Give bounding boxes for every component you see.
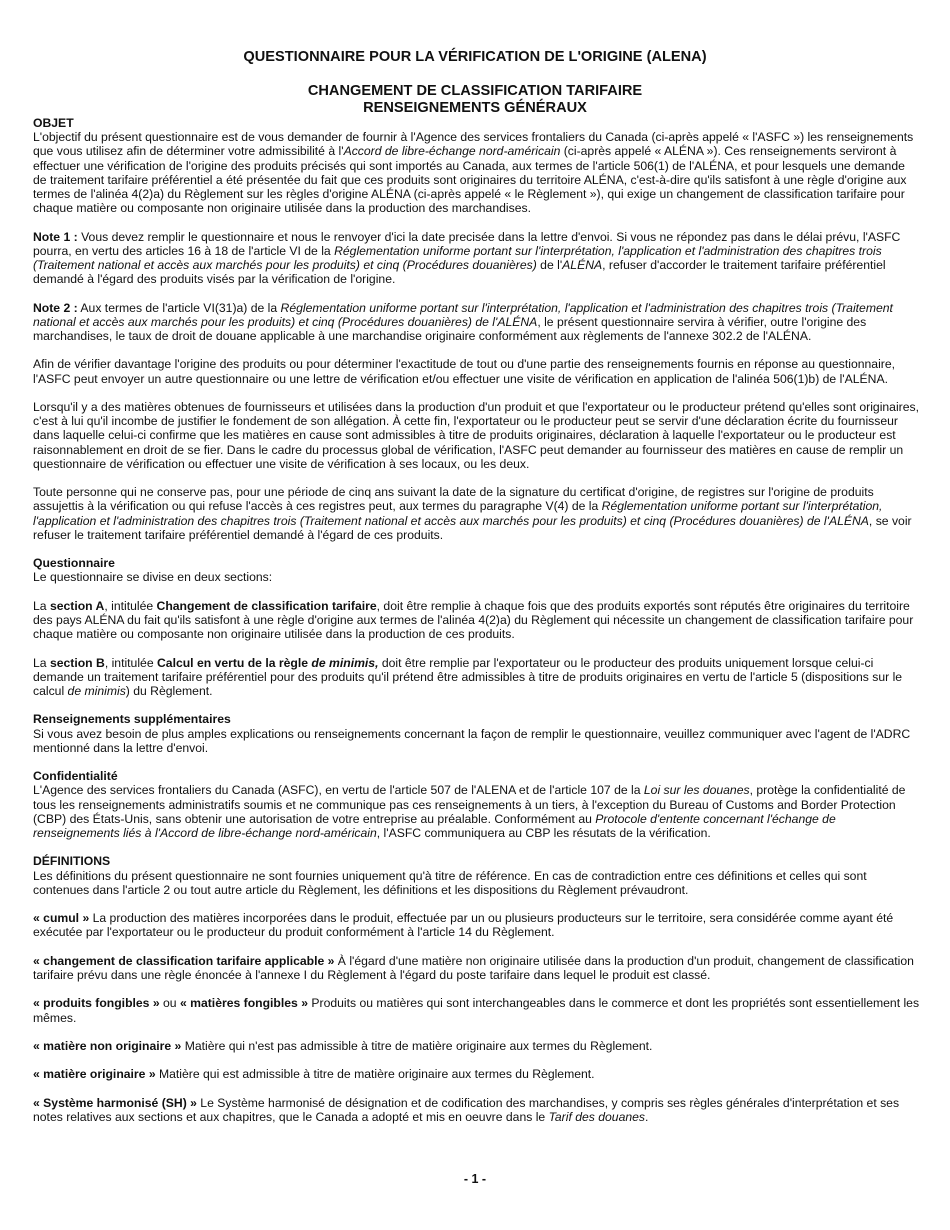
text-run: La: [33, 655, 50, 670]
text-run-italic: de minimis: [67, 684, 126, 698]
text-run: ) du Règlement.: [125, 684, 213, 698]
text-run-italic: Tarif des douanes: [548, 1109, 646, 1124]
definition-term: « changement de classification tarifaire applicable »: [33, 953, 335, 968]
text-run: Toute personne qui ne conserve pas, pour une période de cinq ans suivant la date de la signature du certificat d'origine, de registres sur l'origine de produits assujettis à la vérification ou qui refuse l'accès à ces registres peut, aux termes du paragraphe V(4) de la: [33, 485, 874, 514]
text-run-italic: ALÉNA: [562, 258, 603, 273]
definition-cumul: [33, 911, 921, 939]
definition-non-originaire: [33, 1039, 921, 1053]
text-run: , le présent questionnaire servira à vérifier, outre l'origine des marchandises, le taux de droit de douane applicable à une marchandise originaire conformément aux règlements de l'annexe 302.2 de l'ALÉNA.: [33, 314, 867, 344]
note-2-paragraph: [33, 301, 921, 344]
text-run-bold: Calcul en vertu de la règle: [156, 655, 312, 670]
text-run: Vous devez remplir le questionnaire et nous le renvoyer d'ici la date precisée dans la lettre d'envoi. Si vous ne répondez pas dans le délai prévu, l'ASFC pourra, en vertu des articles 16 à 18 de l'article VI de la: [33, 229, 901, 258]
text-run: , protège la confidentialité de tous les renseignements administratifs soumis et ne communique pas ces renseignements à un tiers, à l'exception du Bureau of Customs and Border Protection (CBP) des États-Unis, sans obtenir une autorisation de votre entreprise au préalable. Conformément au: [33, 783, 906, 826]
section-b-paragraph: [33, 656, 921, 699]
text-run: Aux termes de l'article VI(31)a) de la: [77, 300, 281, 315]
text-run: L'objectif du présent questionnaire est de vous demander de fournir à l'Agence des services frontaliers du Canada (ci-après appelé « l'ASFC ») les renseignements que vous utilisez afin de déterminer votre admissibilité à l': [33, 130, 914, 159]
definition-term: « produits fongibles »: [33, 996, 160, 1011]
renseignements-paragraph: Si vous avez besoin de plus amples explications ou renseignements concernant la façon de remplir le questionnaire, veuillez communiquer avec l'agent de l'ADRC mentionné dans la lettre d'envoi.: [33, 726, 911, 755]
text-run: , refuser d'accorder le traitement tarifaire préférentiel demandé à l'égard des produits visés par la vérification de l'origine.: [33, 258, 886, 287]
definition-text: La production des matières incorporées dans le produit, effectuée par un ou plusieurs producteurs sur le territoire, sera considérée comme ayant été exécutée par l'exportateur ou le producteur du produit conformément à l'article 14 du Règlement.: [33, 911, 894, 940]
text-run-italic: Réglementation uniforme portant sur l'interprétation, l'application et l'administration des chapitres trois (Traitement national et accès aux marchés pour les produits) et cinq (Procédures douanières): [33, 243, 882, 273]
confidentialite-section: [33, 769, 921, 840]
objet-paragraph: [33, 130, 921, 215]
note-1-paragraph: [33, 230, 921, 287]
definition-term: « matières fongibles »: [179, 996, 308, 1011]
text-run: , doit être remplie à chaque fois que des produits exportés sont réputés être originaires du territoire des pays ALÉNA du fait qu'ils satisfont à une règle d'origine aux termes de l'alinéa 4(2)a) du Règlement qui nécessite un changement de classification tarifaire pour chaque matière ou composante non originaire utilisée dans la production de ces produits.: [33, 598, 914, 642]
fournisseurs-paragraph: Lorsqu'il y a des matières obtenues de fournisseurs et utilisées dans la production d'un produit et que l'exportateur ou le producteur prétend qu'elles sont originaires, c'est à lui qu'il incombe de justifier le fondement de son allégation. À cette fin, l'exportateur ou le producteur peut se servir d'une déclaration écrite du fournisseur dans laquelle celui-ci confirme que les matières en cause sont admissibles à titre de produits originaires, déclaration à laquelle l'exportateur ou le producteur est raisonnablement en droit de se fier. Dans le cadre du processus global de vérification, l'ASFC peut demander au fournisseur des matières en cause de remplir un questionnaire de vérification ou effectuer une visite de vérification à ses locaux, ou les deux.: [33, 400, 919, 471]
text-run: La: [33, 598, 50, 613]
definition-changement: [33, 954, 921, 982]
definitions-heading: DÉFINITIONS: [33, 854, 111, 869]
renseignements-heading: Renseignements supplémentaires: [33, 712, 231, 727]
section-a-paragraph: [33, 599, 921, 642]
text-run: , se voir refuser le traitement tarifaire préférentiel demandé à l'égard de ces produits.: [33, 513, 912, 542]
definition-text: À l'égard d'une matière non originaire utilisée dans la production d'un produit, changement de classification tarifaire prévu dans une règle énoncée à l'annexe I du Règlement à l'égard du poste tarifaire dans lequel le produit est classé.: [33, 953, 914, 982]
objet-section: [33, 116, 921, 542]
note-2-label: Note 2 :: [33, 300, 78, 315]
note-1-label: Note 1 :: [33, 229, 78, 244]
document-title: QUESTIONNAIRE POUR LA VÉRIFICATION DE L'ORIGINE (ALENA): [243, 49, 707, 65]
page-number: - 1 -: [463, 1172, 487, 1186]
text-run: (ci-après appelé « ALÉNA »). Ces renseignements serviront à effectuer une vérification de l'origine des produits précisés qui sont importés au Canada, aux termes de l'article 506(1) de l'ALÉNA, et pour lesquels une demande de traitement tarifaire préférentiel a été présentée du fait que ces produits sont originaires du territoire ALÉNA, c'est-à-dire qu'ils satisfont à une règle d'origine aux termes de l'alinéa 4(2)a) du Règlement sur les règles d'origine ALÉNA (ci-après appelé « le Règlement »), qui exige un changement de classification tarifaire pour chaque matière ou composante non originaire utilisée dans la production des marchandises.: [33, 144, 907, 216]
text-run: ou: [159, 996, 180, 1011]
text-run-italic: Loi sur les douanes: [643, 783, 750, 798]
definition-text: Matière qui est admissible à titre de matière originaire aux termes du Règlement.: [155, 1067, 595, 1082]
definitions-section: [33, 854, 921, 1124]
document-subtitle-2: RENSEIGNEMENTS GÉNÉRAUX: [363, 100, 587, 116]
text-run-italic: Accord de libre-échange nord-américain: [343, 144, 561, 159]
definition-text: Produits ou matières qui sont interchangeables dans le commerce et dont les propriétés sont essentiellement les mêmes.: [33, 996, 920, 1025]
registres-paragraph: [33, 485, 921, 542]
definition-term: « matière originaire »: [33, 1067, 156, 1082]
text-run-bold: Changement de classification tarifaire: [156, 598, 377, 613]
text-run-italic: Réglementation uniforme portant sur l'interprétation, l'application et l'administration des chapitres trois (Traitement national et accès aux marchés pour les produits) et cinq (Procédures douanières) de l'ALÉNA: [33, 300, 893, 329]
definition-originaire: [33, 1067, 921, 1081]
definition-term: « Système harmonisé (SH) »: [33, 1095, 197, 1110]
verification-paragraph: Afin de vérifier davantage l'origine des produits ou pour déterminer l'exactitude de tout ou d'une partie des renseignements fournis en réponse au questionnaire, l'ASFC peut envoyer un autre questionnaire ou une lettre de vérification et/ou effectuer une visite de vérification en application de l'alinéa 506(1)b) de l'ALÉNA.: [33, 357, 896, 386]
text-run: doit être remplie par l'exportateur ou le producteur des produits uniquement lorsque celui-ci demande un traitement tarifaire préférentiel pour des produits qu'il prétend être admissibles à titre de produits originaires en vertu de l'article 5 (dispositions sur le calcul: [33, 655, 903, 698]
text-run-italic: Réglementation uniforme portant sur l'interprétation, l'application et l'administration des chapitres trois (Traitement national et accès aux marchés pour les produits) et cinq (Procédures douanières) de l'ALÉNA: [33, 499, 883, 528]
questionnaire-intro: Le questionnaire se divise en deux sections:: [33, 570, 273, 585]
definition-sh: [33, 1096, 921, 1124]
text-run: , intitulée: [104, 598, 157, 613]
renseignements-section: [33, 712, 921, 755]
text-run: L'Agence des services frontaliers du Canada (ASFC), en vertu de l'article 507 de l'ALENA et de l'article 107 de la: [33, 783, 644, 798]
questionnaire-heading: Questionnaire: [33, 556, 115, 571]
document-body: [33, 116, 921, 1138]
confidentialite-paragraph: [33, 783, 921, 840]
questionnaire-section: [33, 556, 921, 698]
document-subtitle-1: CHANGEMENT DE CLASSIFICATION TARIFAIRE: [307, 83, 643, 99]
confidentialite-heading: Confidentialité: [33, 769, 118, 784]
text-run: .: [645, 1109, 649, 1124]
text-run: de l': [536, 258, 563, 273]
text-run-bold-italic: de minimis,: [311, 655, 379, 670]
text-run: , intitulée: [104, 655, 157, 670]
text-run: , l'ASFC communiquera au CBP les résutats de la vérification.: [376, 826, 711, 840]
definitions-intro: Les définitions du présent questionnaire ne sont fournies uniquement qu'à titre de référence. En cas de contradiction entre ces définitions et celles qui sont contenues dans l'article 2 ou tout autre article du Règlement, les définitions et les dispositions du Règlement prévaudront.: [33, 868, 867, 897]
text-run-bold: section B: [49, 655, 105, 670]
text-run-italic: Protocole d'entente concernant l'échange de renseignements liés à l'Accord de libre-échange nord-américain: [33, 811, 836, 840]
definition-text: Le Système harmonisé de désignation et de codification des marchandises, y compris ses règles générales d'interprétation et ses notes relatives aux sections et aux chapitres, que le Canada a adopté et mis en oeuvre dans le: [33, 1095, 900, 1124]
definition-term: « matière non originaire »: [33, 1038, 182, 1053]
text-run-bold: section A: [49, 598, 105, 613]
objet-heading: OBJET: [33, 116, 74, 130]
definition-fongibles: [33, 996, 921, 1024]
definition-term: « cumul »: [33, 911, 90, 926]
definition-text: Matière qui n'est pas admissible à titre de matière originaire aux termes du Règlement.: [181, 1038, 653, 1053]
